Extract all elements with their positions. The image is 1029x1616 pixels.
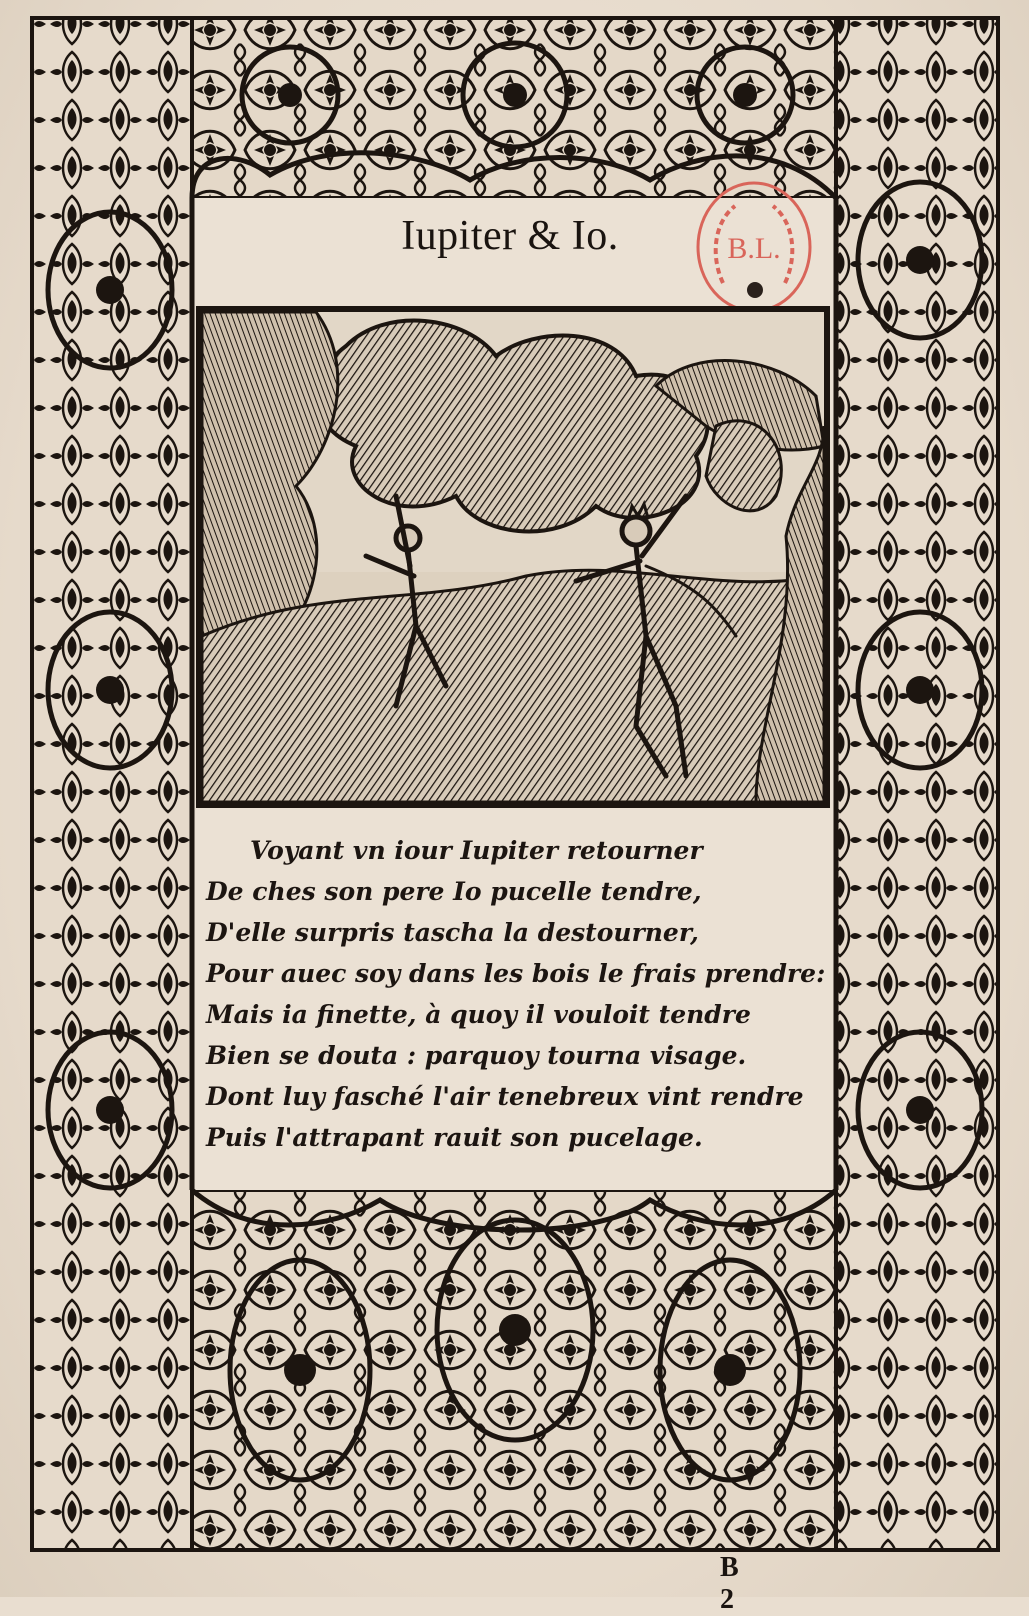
poem-line: Puis l'attrapant rauit son pucelage.	[206, 1123, 703, 1152]
library-stamp-icon	[693, 178, 815, 316]
poem-line: Mais ia finette, à quoy il vouloit tendre	[206, 1000, 751, 1029]
signature-mark: B 2	[720, 1552, 773, 1615]
stamp-label: B.L.	[727, 232, 781, 265]
poem-line: Bien se douta : parquoy tourna visage.	[206, 1041, 747, 1070]
poem-line: Voyant vn iour Iupiter retourner	[250, 836, 703, 865]
poem-line: Dont luy fasché l'air tenebreux vint rendre	[206, 1082, 804, 1111]
woodcut-illustration-icon	[196, 306, 830, 808]
page-title: Iupiter & Io.	[401, 213, 619, 259]
poem-line: Pour auec soy dans les bois le frais prendre:	[206, 959, 826, 988]
poem-line: D'elle surpris tascha la destourner,	[206, 918, 699, 947]
poem-text	[206, 830, 826, 1158]
poem-line: De ches son pere Io pucelle tendre,	[206, 877, 702, 906]
